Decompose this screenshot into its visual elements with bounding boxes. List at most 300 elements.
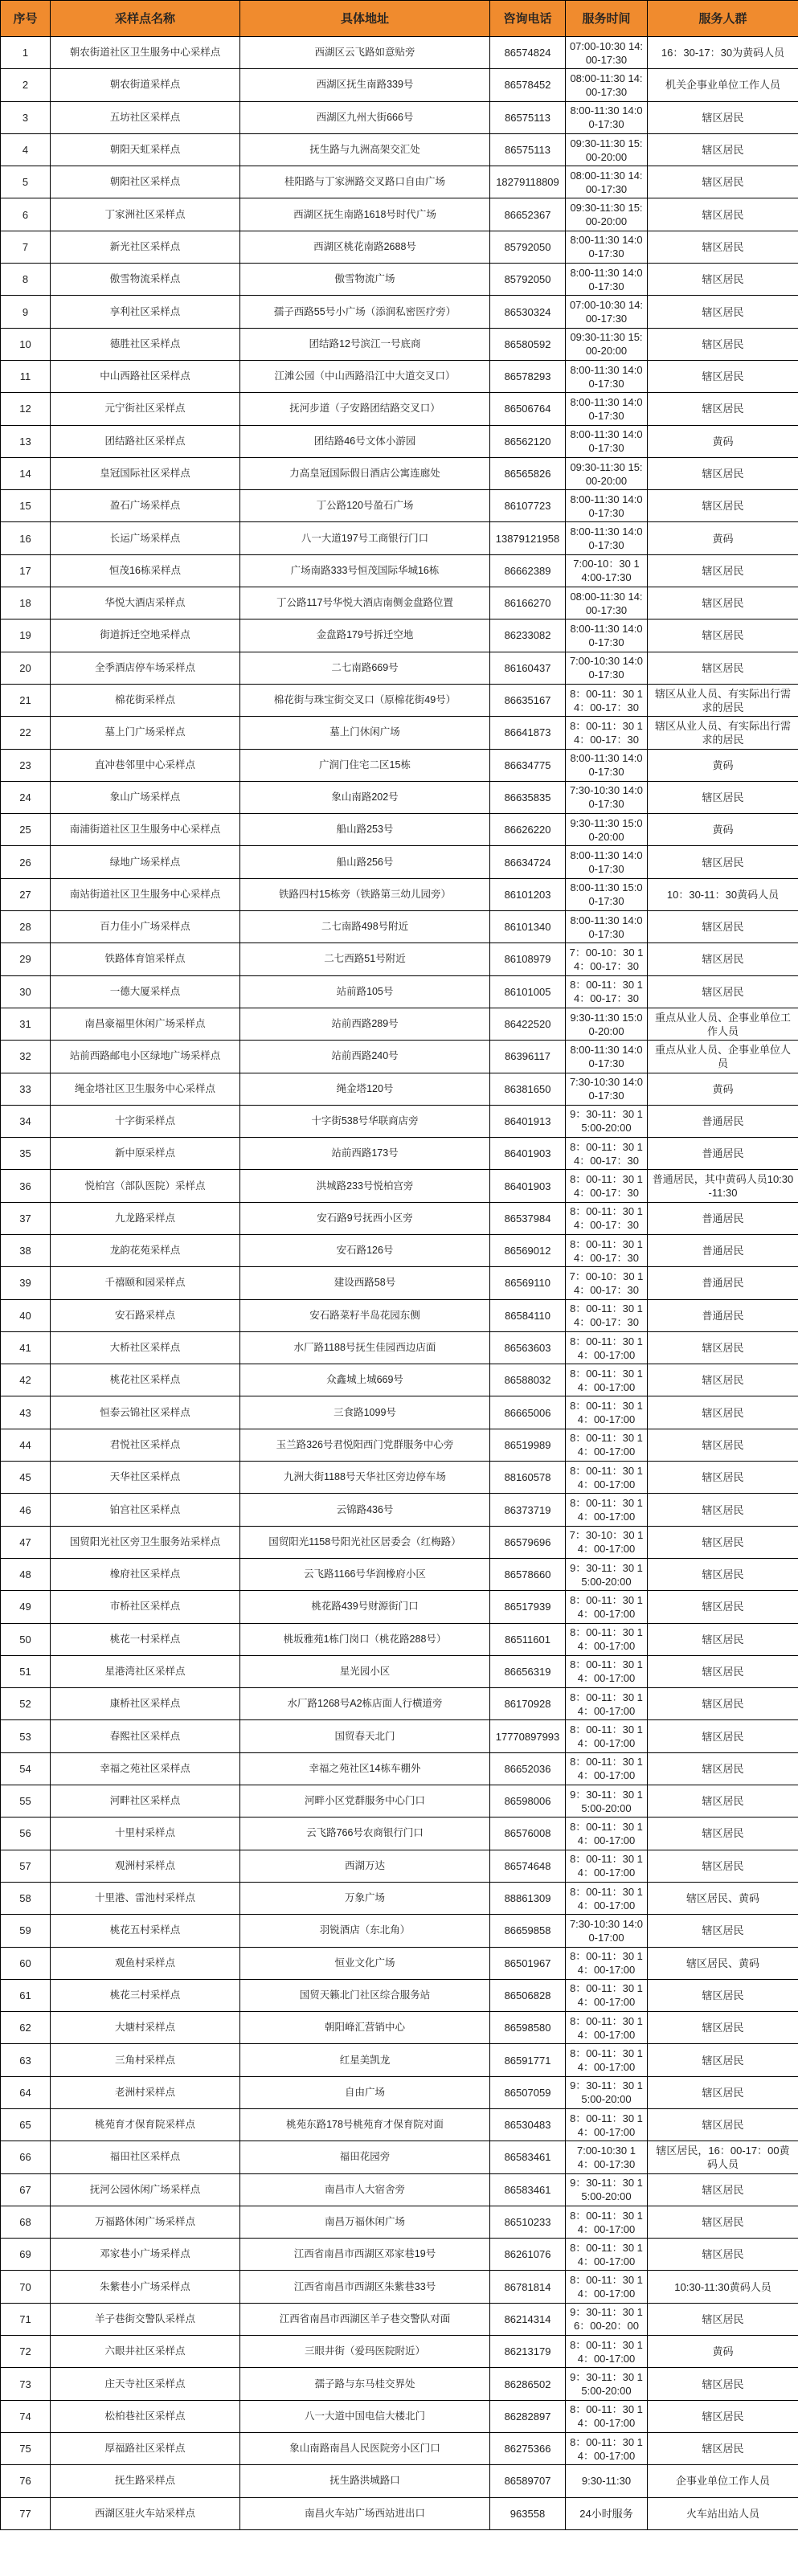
cell-address: 河畔小区党群服务中心门口 [240, 1785, 490, 1818]
cell-service-time: 09:30-11:30 15:00-20:00 [566, 133, 648, 166]
cell-site-name: 朱紫巷小广场采样点 [51, 2271, 240, 2303]
cell-site-name: 朝农街道社区卫生服务中心采样点 [51, 37, 240, 69]
cell-site-name: 桃苑育才保育院采样点 [51, 2109, 240, 2141]
cell-service-time: 8：00-11：30 14：00-17：30 [566, 1299, 648, 1331]
cell-service-time: 8:00-11:30 14:00-17:30 [566, 490, 648, 522]
table-row [1, 1688, 798, 1720]
cell-index: 43 [1, 1396, 51, 1429]
table-row [1, 1623, 798, 1655]
cell-service-population: 辖区居民 [648, 1494, 798, 1526]
cell-service-time: 8：00-11：30 14：00-17:00 [566, 2432, 648, 2464]
cell-service-time: 8:00-11:30 14:00-17:30 [566, 522, 648, 554]
cell-service-population: 辖区居民 [648, 133, 798, 166]
cell-site-name: 六眼井社区采样点 [51, 2336, 240, 2368]
table-row [1, 717, 798, 749]
cell-index: 27 [1, 878, 51, 910]
cell-site-name: 全季酒店停车场采样点 [51, 652, 240, 684]
cell-index: 65 [1, 2109, 51, 2141]
cell-service-time: 9:30-11:30 15:00-20:00 [566, 814, 648, 846]
cell-index: 46 [1, 1494, 51, 1526]
cell-phone: 86506764 [490, 393, 566, 425]
cell-service-time: 09:30-11:30 15:00-20:00 [566, 328, 648, 360]
cell-service-time: 8：00-11：30 14：00-17:00 [566, 1364, 648, 1396]
table-header [1, 1, 798, 37]
cell-index: 6 [1, 198, 51, 231]
cell-site-name: 德胜社区采样点 [51, 328, 240, 360]
cell-service-population: 辖区居民 [648, 231, 798, 263]
cell-index: 49 [1, 1591, 51, 1623]
table-row [1, 911, 798, 943]
cell-phone: 86574824 [490, 37, 566, 69]
cell-index: 75 [1, 2432, 51, 2464]
cell-service-time: 08:00-11:30 14:00-17:30 [566, 587, 648, 619]
cell-index: 5 [1, 166, 51, 198]
table-row [1, 1915, 798, 1947]
cell-service-time: 8:00-11:30 15:00-17:30 [566, 878, 648, 910]
cell-index: 3 [1, 101, 51, 133]
cell-service-population: 辖区居民 [648, 781, 798, 813]
table-row [1, 2141, 798, 2173]
cell-service-time: 8：00-11：30 14：00-17：30 [566, 1170, 648, 1202]
cell-service-time: 8:00-11:30 14:00-17:30 [566, 393, 648, 425]
cell-index: 24 [1, 781, 51, 813]
cell-service-population: 普通居民 [648, 1138, 798, 1170]
cell-service-time: 7:30-10:30 14:00-17:30 [566, 781, 648, 813]
header-index: 序号 [1, 1, 51, 37]
cell-phone: 86396117 [490, 1041, 566, 1073]
cell-phone: 86583461 [490, 2173, 566, 2206]
cell-phone: 86108979 [490, 943, 566, 975]
cell-service-population: 16：30-17：30为黄码人员 [648, 37, 798, 69]
table-row [1, 457, 798, 489]
cell-index: 39 [1, 1267, 51, 1299]
cell-phone: 86665006 [490, 1396, 566, 1429]
cell-index: 45 [1, 1462, 51, 1494]
cell-service-time: 7:30-10:30 14:00-17:00 [566, 1915, 648, 1947]
cell-service-time: 8：00-11：30 14：00-17:00 [566, 1688, 648, 1720]
cell-site-name: 桃花社区采样点 [51, 1364, 240, 1396]
cell-service-population: 10:30-11:30黄码人员 [648, 2271, 798, 2303]
cell-service-population: 辖区居民、黄码 [648, 1882, 798, 1914]
cell-address: 江西省南昌市西湖区邓家巷19号 [240, 2239, 490, 2271]
cell-service-population: 辖区居民 [648, 393, 798, 425]
table-row [1, 1138, 798, 1170]
table-row [1, 554, 798, 587]
cell-phone: 86583461 [490, 2141, 566, 2173]
cell-index: 23 [1, 749, 51, 781]
table-row [1, 1331, 798, 1364]
table-row [1, 2303, 798, 2335]
cell-site-name: 新光社区采样点 [51, 231, 240, 263]
cell-service-time: 8：00-11：30 14：00-17:00 [566, 1591, 648, 1623]
cell-site-name: 华悦大酒店采样点 [51, 587, 240, 619]
cell-site-name: 朝农街道采样点 [51, 69, 240, 101]
cell-address: 洪城路233号悦柏宫旁 [240, 1170, 490, 1202]
cell-service-time: 8：00-11：30 14：00-17:00 [566, 1882, 648, 1914]
cell-address: 广场南路333号恒茂国际华城16栋 [240, 554, 490, 587]
cell-site-name: 邓家巷小广场采样点 [51, 2239, 240, 2271]
table-row [1, 264, 798, 296]
cell-site-name: 观鱼村采样点 [51, 1947, 240, 1979]
cell-address: 象山南路南昌人民医院旁小区门口 [240, 2432, 490, 2464]
cell-service-time: 07:00-10:30 14:00-17:30 [566, 296, 648, 328]
cell-index: 32 [1, 1041, 51, 1073]
cell-service-population: 辖区居民 [648, 554, 798, 587]
cell-service-population: 辖区居民 [648, 1396, 798, 1429]
cell-site-name: 铁路体育馆采样点 [51, 943, 240, 975]
cell-service-population: 辖区居民 [648, 166, 798, 198]
cell-service-population: 辖区居民 [648, 2044, 798, 2076]
cell-phone: 86584110 [490, 1299, 566, 1331]
cell-index: 67 [1, 2173, 51, 2206]
cell-index: 7 [1, 231, 51, 263]
cell-address: 抚生路与九洲高架交汇处 [240, 133, 490, 166]
cell-service-time: 8：00-11：30 14：00-17:00 [566, 1752, 648, 1785]
table-row [1, 1170, 798, 1202]
cell-phone: 86589707 [490, 2465, 566, 2497]
cell-index: 25 [1, 814, 51, 846]
cell-phone: 86575113 [490, 133, 566, 166]
cell-index: 71 [1, 2303, 51, 2335]
cell-phone: 86101005 [490, 975, 566, 1008]
table-row [1, 1979, 798, 2011]
cell-index: 70 [1, 2271, 51, 2303]
cell-address: 云飞路1166号华润橡府小区 [240, 1558, 490, 1590]
cell-site-name: 河畔社区采样点 [51, 1785, 240, 1818]
cell-site-name: 康桥社区采样点 [51, 1688, 240, 1720]
cell-site-name: 十里港、雷池村采样点 [51, 1882, 240, 1914]
cell-phone: 86579696 [490, 1526, 566, 1558]
cell-index: 13 [1, 425, 51, 457]
cell-service-population: 机关企事业单位工作人员 [648, 69, 798, 101]
cell-index: 12 [1, 393, 51, 425]
cell-index: 11 [1, 360, 51, 392]
cell-phone: 86422520 [490, 1008, 566, 1040]
cell-site-name: 傲雪物流采样点 [51, 264, 240, 296]
cell-index: 57 [1, 1850, 51, 1882]
table-row [1, 522, 798, 554]
cell-index: 28 [1, 911, 51, 943]
cell-site-name: 新中原采样点 [51, 1138, 240, 1170]
cell-site-name: 恒泰云锦社区采样点 [51, 1396, 240, 1429]
cell-service-population: 辖区居民 [648, 1558, 798, 1590]
table-row [1, 37, 798, 69]
header-service-population: 服务人群 [648, 1, 798, 37]
cell-service-population: 辖区居民 [648, 2109, 798, 2141]
cell-phone: 86563603 [490, 1331, 566, 1364]
cell-service-time: 8：00-11：30 14：00-17：30 [566, 975, 648, 1008]
table-row [1, 1720, 798, 1752]
cell-index: 42 [1, 1364, 51, 1396]
cell-site-name: 站前西路邮电小区绿地广场采样点 [51, 1041, 240, 1073]
table-row [1, 1785, 798, 1818]
cell-service-population: 辖区居民 [648, 1752, 798, 1785]
cell-service-population: 普通居民，其中黄码人员10:30-11:30 [648, 1170, 798, 1202]
cell-service-time: 8:00-11:30 14:00-17:30 [566, 1041, 648, 1073]
cell-site-name: 千禧颐和园采样点 [51, 1267, 240, 1299]
cell-address: 站前西路173号 [240, 1138, 490, 1170]
cell-address: 南昌万福休闲广场 [240, 2206, 490, 2238]
cell-phone: 86213179 [490, 2336, 566, 2368]
cell-service-time: 9：30-11：30 16：00-20：00 [566, 2303, 648, 2335]
cell-site-name: 安石路采样点 [51, 1299, 240, 1331]
cell-site-name: 抚河公园休闲广场采样点 [51, 2173, 240, 2206]
cell-index: 60 [1, 1947, 51, 1979]
cell-service-time: 8:00-11:30 14:00-17:30 [566, 101, 648, 133]
table-row [1, 2206, 798, 2238]
cell-index: 4 [1, 133, 51, 166]
cell-service-time: 7:30-10:30 14:00-17:30 [566, 1073, 648, 1105]
cell-service-time: 8：00-11：30 14：00-17:00 [566, 2400, 648, 2432]
cell-address: 三食路1099号 [240, 1396, 490, 1429]
cell-service-time: 8：00-11：30 14：00-17:00 [566, 2044, 648, 2076]
cell-service-population: 普通居民 [648, 1105, 798, 1137]
cell-phone: 86501967 [490, 1947, 566, 1979]
cell-service-population: 辖区居民 [648, 2400, 798, 2432]
cell-phone: 86598580 [490, 2012, 566, 2044]
cell-phone: 86511601 [490, 1623, 566, 1655]
cell-service-time: 8：00-11：30 14：00-17:00 [566, 1850, 648, 1882]
cell-service-population: 辖区居民 [648, 1331, 798, 1364]
cell-address: 云飞路766号农商银行门口 [240, 1818, 490, 1850]
cell-service-time: 8：00-11：30 14：00-17:00 [566, 1331, 648, 1364]
cell-service-time: 08:00-11:30 14:00-17:30 [566, 69, 648, 101]
cell-service-population: 辖区居民、黄码 [648, 1947, 798, 1979]
cell-address: 星光园小区 [240, 1655, 490, 1687]
table-row [1, 2044, 798, 2076]
cell-service-population: 黄码 [648, 1073, 798, 1105]
cell-index: 77 [1, 2497, 51, 2529]
cell-phone: 86588032 [490, 1364, 566, 1396]
cell-phone: 86401903 [490, 1170, 566, 1202]
cell-address: 三眼井街（爱玛医院附近） [240, 2336, 490, 2368]
cell-service-population: 辖区从业人员、有实际出行需求的居民 [648, 717, 798, 749]
header-address: 具体地址 [240, 1, 490, 37]
cell-address: 二七南路669号 [240, 652, 490, 684]
cell-service-population: 辖区居民 [648, 360, 798, 392]
cell-address: 丁公路120号盈石广场 [240, 490, 490, 522]
cell-site-name: 一德大厦采样点 [51, 975, 240, 1008]
table-row [1, 1429, 798, 1461]
cell-service-population: 辖区居民 [648, 1979, 798, 2011]
cell-index: 59 [1, 1915, 51, 1947]
cell-site-name: 五坊社区采样点 [51, 101, 240, 133]
table-row [1, 2271, 798, 2303]
table-row [1, 1202, 798, 1234]
cell-index: 40 [1, 1299, 51, 1331]
cell-address: 水厂路1188号抚生佳园西边店面 [240, 1331, 490, 1364]
cell-index: 47 [1, 1526, 51, 1558]
cell-index: 20 [1, 652, 51, 684]
cell-phone: 86261076 [490, 2239, 566, 2271]
table-row [1, 878, 798, 910]
cell-address: 船山路256号 [240, 846, 490, 878]
cell-service-population: 辖区居民，16：00-17：00黄码人员 [648, 2141, 798, 2173]
cell-phone: 88861309 [490, 1882, 566, 1914]
cell-phone: 86634724 [490, 846, 566, 878]
cell-site-name: 铂宫社区采样点 [51, 1494, 240, 1526]
table-row [1, 490, 798, 522]
cell-phone: 86781814 [490, 2271, 566, 2303]
cell-address: 自由广场 [240, 2076, 490, 2108]
cell-service-population: 辖区居民 [648, 846, 798, 878]
cell-service-time: 9：30-11：30 15:00-20:00 [566, 2076, 648, 2108]
table-row [1, 1494, 798, 1526]
cell-service-time: 7：00-10：30 14：00-17：30 [566, 1267, 648, 1299]
cell-address: 江西省南昌市西湖区羊子巷交警队对面 [240, 2303, 490, 2335]
cell-phone: 86530483 [490, 2109, 566, 2141]
cell-service-population: 辖区居民 [648, 101, 798, 133]
table-row [1, 133, 798, 166]
cell-index: 48 [1, 1558, 51, 1590]
cell-address: 朝阳峰汇营销中心 [240, 2012, 490, 2044]
cell-index: 50 [1, 1623, 51, 1655]
cell-address: 广润门住宅二区15栋 [240, 749, 490, 781]
cell-site-name: 春熙社区采样点 [51, 1720, 240, 1752]
table-row [1, 1655, 798, 1687]
cell-address: 力高皇冠国际假日酒店公寓连廊处 [240, 457, 490, 489]
cell-service-population: 辖区居民 [648, 328, 798, 360]
cell-index: 58 [1, 1882, 51, 1914]
cell-service-time: 8：00-11：30 14：00-17:00 [566, 1429, 648, 1461]
cell-service-time: 8:00-11:30 14:00-17:30 [566, 360, 648, 392]
cell-service-time: 9：30-11：30 15:00-20:00 [566, 2368, 648, 2400]
cell-service-time: 7:00-10:30 14:00-17:30 [566, 652, 648, 684]
cell-site-name: 棉花街采样点 [51, 684, 240, 716]
table-row [1, 975, 798, 1008]
table-row [1, 2336, 798, 2368]
cell-service-population: 普通居民 [648, 1267, 798, 1299]
cell-index: 53 [1, 1720, 51, 1752]
cell-address: 孺子路与东马桂交界处 [240, 2368, 490, 2400]
cell-phone: 86635835 [490, 781, 566, 813]
cell-service-population: 辖区居民 [648, 490, 798, 522]
cell-address: 南昌火车站广场西站进出口 [240, 2497, 490, 2529]
cell-address: 国贸春天北门 [240, 1720, 490, 1752]
cell-address: 西湖区抚生南路1618号时代广场 [240, 198, 490, 231]
cell-phone: 86101340 [490, 911, 566, 943]
cell-site-name: 朝阳社区采样点 [51, 166, 240, 198]
cell-site-name: 桃花一村采样点 [51, 1623, 240, 1655]
cell-service-population: 辖区居民 [648, 296, 798, 328]
cell-phone: 86166270 [490, 587, 566, 619]
cell-service-time: 8：00-11：30 14：00-17:00 [566, 1623, 648, 1655]
cell-phone: 86652367 [490, 198, 566, 231]
cell-service-population: 辖区居民 [648, 1818, 798, 1850]
cell-address: 西湖区抚生南路339号 [240, 69, 490, 101]
cell-phone: 86578452 [490, 69, 566, 101]
cell-phone: 88160578 [490, 1462, 566, 1494]
cell-service-time: 8：00-11：30 14：00-17:00 [566, 1655, 648, 1687]
cell-site-name: 西湖区驻火车站采样点 [51, 2497, 240, 2529]
cell-site-name: 福田社区采样点 [51, 2141, 240, 2173]
cell-index: 19 [1, 619, 51, 652]
cell-site-name: 厚福路社区采样点 [51, 2432, 240, 2464]
cell-index: 64 [1, 2076, 51, 2108]
table-row [1, 2368, 798, 2400]
cell-service-population: 辖区居民 [648, 587, 798, 619]
header-phone: 咨询电话 [490, 1, 566, 37]
cell-site-name: 十字街采样点 [51, 1105, 240, 1137]
cell-service-time: 7：00-10：30 14：00-17：30 [566, 943, 648, 975]
table-row [1, 2109, 798, 2141]
cell-service-time: 8：00-11：30 14：00-17：30 [566, 1234, 648, 1266]
cell-index: 54 [1, 1752, 51, 1785]
cell-service-time: 8：00-11：30 14：00-17:00 [566, 1494, 648, 1526]
table-row [1, 198, 798, 231]
cell-address: 二七南路498号附近 [240, 911, 490, 943]
cell-site-name: 星港湾社区采样点 [51, 1655, 240, 1687]
cell-address: 十字街538号华联商店旁 [240, 1105, 490, 1137]
cell-service-time: 08:00-11:30 14:00-17:30 [566, 166, 648, 198]
table-row [1, 166, 798, 198]
cell-address: 安石路126号 [240, 1234, 490, 1266]
cell-phone: 86652036 [490, 1752, 566, 1785]
cell-index: 56 [1, 1818, 51, 1850]
cell-index: 63 [1, 2044, 51, 2076]
cell-phone: 17770897993 [490, 1720, 566, 1752]
cell-phone: 86101203 [490, 878, 566, 910]
table-row [1, 393, 798, 425]
cell-address: 九洲大街1188号天华社区旁边停车场 [240, 1462, 490, 1494]
cell-site-name: 三角村采样点 [51, 2044, 240, 2076]
cell-phone: 86626220 [490, 814, 566, 846]
cell-address: 孺子西路55号小广场（添润私密医疗旁） [240, 296, 490, 328]
header-service-time: 服务时间 [566, 1, 648, 37]
cell-service-population: 火车站出站人员 [648, 2497, 798, 2529]
cell-site-name: 幸福之苑社区采样点 [51, 1752, 240, 1785]
cell-index: 17 [1, 554, 51, 587]
table-row [1, 781, 798, 813]
cell-service-population: 辖区居民 [648, 1429, 798, 1461]
cell-address: 国贸阳光1158号阳光社区居委会（红梅路） [240, 1526, 490, 1558]
cell-address: 桃苑东路178号桃苑育才保育院对面 [240, 2109, 490, 2141]
cell-service-population: 辖区居民 [648, 198, 798, 231]
cell-index: 22 [1, 717, 51, 749]
cell-site-name: 丁家洲社区采样点 [51, 198, 240, 231]
cell-site-name: 象山广场采样点 [51, 781, 240, 813]
cell-service-population: 辖区居民 [648, 2206, 798, 2238]
cell-service-time: 8：00-11：30 14：00-17：30 [566, 684, 648, 716]
cell-phone: 86537984 [490, 1202, 566, 1234]
cell-index: 36 [1, 1170, 51, 1202]
cell-service-population: 黄码 [648, 2336, 798, 2368]
table-row [1, 1073, 798, 1105]
table-row [1, 1947, 798, 1979]
cell-service-population: 辖区居民 [648, 1850, 798, 1882]
cell-service-population: 辖区居民 [648, 1364, 798, 1396]
cell-service-population: 辖区居民 [648, 943, 798, 975]
cell-address: 西湖区云飞路如意贴旁 [240, 37, 490, 69]
cell-service-population: 辖区居民 [648, 457, 798, 489]
cell-address: 西湖区桃花南路2688号 [240, 231, 490, 263]
cell-site-name: 大塘村采样点 [51, 2012, 240, 2044]
cell-service-population: 重点从业人员、企事业单位工作人员 [648, 1008, 798, 1040]
table-row [1, 652, 798, 684]
header-row [1, 1, 798, 37]
cell-address: 二七西路51号附近 [240, 943, 490, 975]
cell-service-time: 8：00-11：30 14：00-17:00 [566, 2012, 648, 2044]
cell-service-time: 8：00-11：30 14：00-17：30 [566, 1202, 648, 1234]
cell-address: 羽锐酒店（东北角） [240, 1915, 490, 1947]
table-row [1, 1526, 798, 1558]
cell-service-time: 8：00-11：30 14：00-17:00 [566, 1462, 648, 1494]
table-row [1, 360, 798, 392]
cell-service-time: 9：30-11：30 15:00-20:00 [566, 1558, 648, 1590]
cell-address: 棉花街与珠宝街交叉口（原棉花街49号） [240, 684, 490, 716]
cell-site-name: 享利社区采样点 [51, 296, 240, 328]
table-row [1, 1234, 798, 1266]
